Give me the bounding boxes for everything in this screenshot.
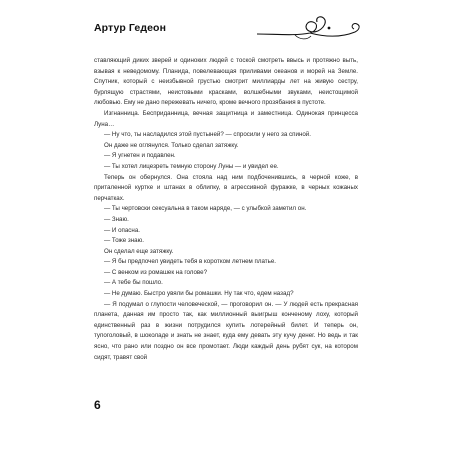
- paragraph: — Ты хотел лицезреть темную сторону Луны — и увидел ее.: [104, 162, 279, 170]
- page-number: 6: [94, 398, 101, 412]
- body-text: [94, 56, 358, 363]
- paragraph: — А тебе бы пошло.: [104, 279, 163, 287]
- paragraph: — Я подумал о глупости человеческой, — проговорил он. — У людей есть прекрасная планета, данная им просто так, как миллионный выигрыш конченому лоху, который единственный раз в жизни потрудился купить лотерейный билет. И теперь он, тупоголовый, в шоколаде и знать не знает, куда ему девать эту кучу денег. Но ведь и так ясно, что рано или поздно он все промотает. Люди каждый день рубят сук, на котором сидят, травят свой: [94, 300, 358, 361]
- paragraph: — Ну что, ты насладился этой пустыней? — спросили у него за спиной.: [104, 131, 311, 139]
- paragraph: ставляющий диких зверей и одиноких людей с тоской смотреть ввысь и протяжно выть, взывая к неведомому. Планида, повелевающая приливами океанов и морей на Земле. Спутник, который с неизбывной грустью смотрит миллиарды лет на живую сестру, бурлящую страстями, неистовыми красками, волшебными звуками, неистощимой любовью. Ему не дано пережевать ничего, кроме вечного прозябания в пустоте.: [94, 57, 358, 107]
- paragraph: — Тоже знаю.: [104, 237, 144, 245]
- paragraph: — С венком из ромашек на голове?: [104, 268, 208, 276]
- running-head-author: Артур Гедеон: [94, 22, 167, 34]
- paragraph: — Я угнетен и подавлен.: [104, 152, 176, 160]
- paragraph: — И опасна.: [104, 226, 140, 234]
- paragraph: Он сделал еще затяжку.: [104, 247, 174, 255]
- paragraph: — Знаю.: [104, 215, 129, 223]
- paragraph: — Ты чертовски сексуальна в таком наряде, — с улыбкой заметил он.: [104, 205, 307, 213]
- paragraph: — Я бы предпочел увидеть тебя в коротком летнем платье.: [104, 258, 277, 266]
- paragraph: Он даже не оглянулся. Только сделал затяжку.: [104, 141, 239, 149]
- paragraph: Теперь он обернулся. Она стояла над ним подбоченившись, в черной коже, в приталенной куртке и штанах в облипку, в агрессивной фуражке, в черных кожаных перчатках.: [94, 173, 358, 202]
- paragraph: — Не думаю. Быстро увяли бы ромашки. Ну так что, едем назад?: [104, 290, 294, 298]
- paragraph: Изгнанница. Бесприданница, вечная защитница и заместница. Одинокая принцесса Луна…: [94, 109, 358, 128]
- flourish-ornament-icon: [255, 14, 365, 42]
